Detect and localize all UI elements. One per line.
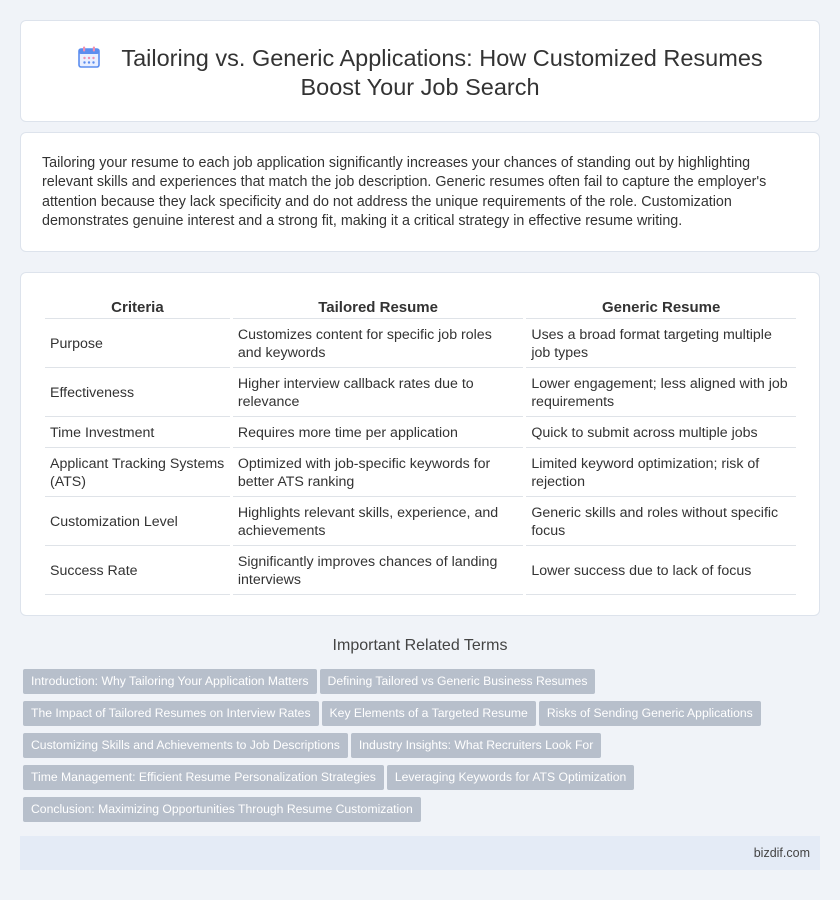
related-term-tag[interactable]: Introduction: Why Tailoring Your Application Matters — [23, 669, 317, 694]
footer-site-link[interactable]: bizdif.com — [753, 846, 810, 860]
criteria-cell: Purpose — [45, 321, 230, 368]
title-card — [20, 20, 820, 122]
table-row — [45, 370, 796, 417]
tailored-cell: Customizes content for specific job roles and keywords — [233, 321, 523, 368]
title-line-2: Boost Your Job Search — [300, 74, 540, 100]
tailored-cell: Highlights relevant skills, experience, and achievements — [233, 499, 523, 546]
criteria-cell: Effectiveness — [45, 370, 230, 417]
generic-cell: Limited keyword optimization; risk of rejection — [526, 450, 796, 497]
criteria-cell: Customization Level — [45, 499, 230, 546]
intro-card — [20, 132, 820, 252]
generic-cell: Lower success due to lack of focus — [526, 548, 796, 595]
tailored-cell: Optimized with job-specific keywords for better ATS ranking — [233, 450, 523, 497]
criteria-cell: Time Investment — [45, 419, 230, 448]
related-terms-heading: Important Related Terms — [332, 637, 508, 654]
intro-paragraph: Tailoring your resume to each job application significantly increases your chances of standing out by highlighting relevant skills and experiences that match the job description. Generic resumes often fail to capture the employer's attention because they lack specificity and do not address the unique requirements of the role. Customization demonstrates genuine interest and a strong fit, making it a critical strategy in effective resume writing. — [42, 155, 767, 229]
footer-bar — [20, 836, 820, 870]
header-generic: Generic Resume — [526, 297, 796, 319]
header-criteria: Criteria — [45, 297, 230, 319]
related-term-tag[interactable]: Defining Tailored vs Generic Business Resumes — [320, 669, 596, 694]
table-row — [45, 499, 796, 546]
title-block — [61, 44, 779, 102]
related-term-tag[interactable]: Customizing Skills and Achievements to Job Descriptions — [23, 733, 348, 758]
generic-cell: Uses a broad format targeting multiple job types — [526, 321, 796, 368]
page-title — [61, 44, 779, 102]
table-row — [45, 321, 796, 368]
comparison-card — [20, 272, 820, 616]
tailored-cell: Requires more time per application — [233, 419, 523, 448]
table-header-row — [45, 297, 796, 319]
criteria-cell: Applicant Tracking Systems (ATS) — [45, 450, 230, 497]
generic-cell: Generic skills and roles without specific focus — [526, 499, 796, 546]
table-row — [45, 419, 796, 448]
related-term-tag[interactable]: Industry Insights: What Recruiters Look For — [351, 733, 601, 758]
related-term-tag[interactable]: The Impact of Tailored Resumes on Interview Rates — [23, 701, 319, 726]
criteria-cell: Success Rate — [45, 548, 230, 595]
related-term-tag[interactable]: Key Elements of a Targeted Resume — [322, 701, 536, 726]
tailored-cell: Significantly improves chances of landing interviews — [233, 548, 523, 595]
related-terms-list — [23, 669, 803, 829]
header-tailored: Tailored Resume — [233, 297, 523, 319]
related-term-tag[interactable]: Time Management: Efficient Resume Personalization Strategies — [23, 765, 384, 790]
generic-cell: Lower engagement; less aligned with job requirements — [526, 370, 796, 417]
tailored-cell: Higher interview callback rates due to relevance — [233, 370, 523, 417]
generic-cell: Quick to submit across multiple jobs — [526, 419, 796, 448]
title-line-1: Tailoring vs. Generic Applications: How Customized Resumes — [121, 45, 763, 71]
calendar-icon — [77, 45, 101, 69]
related-term-tag[interactable]: Risks of Sending Generic Applications — [539, 701, 761, 726]
related-term-tag[interactable]: Leveraging Keywords for ATS Optimization — [387, 765, 634, 790]
table-row — [45, 450, 796, 497]
table-row — [45, 548, 796, 595]
related-term-tag[interactable]: Conclusion: Maximizing Opportunities Through Resume Customization — [23, 797, 421, 822]
comparison-table — [42, 295, 799, 597]
